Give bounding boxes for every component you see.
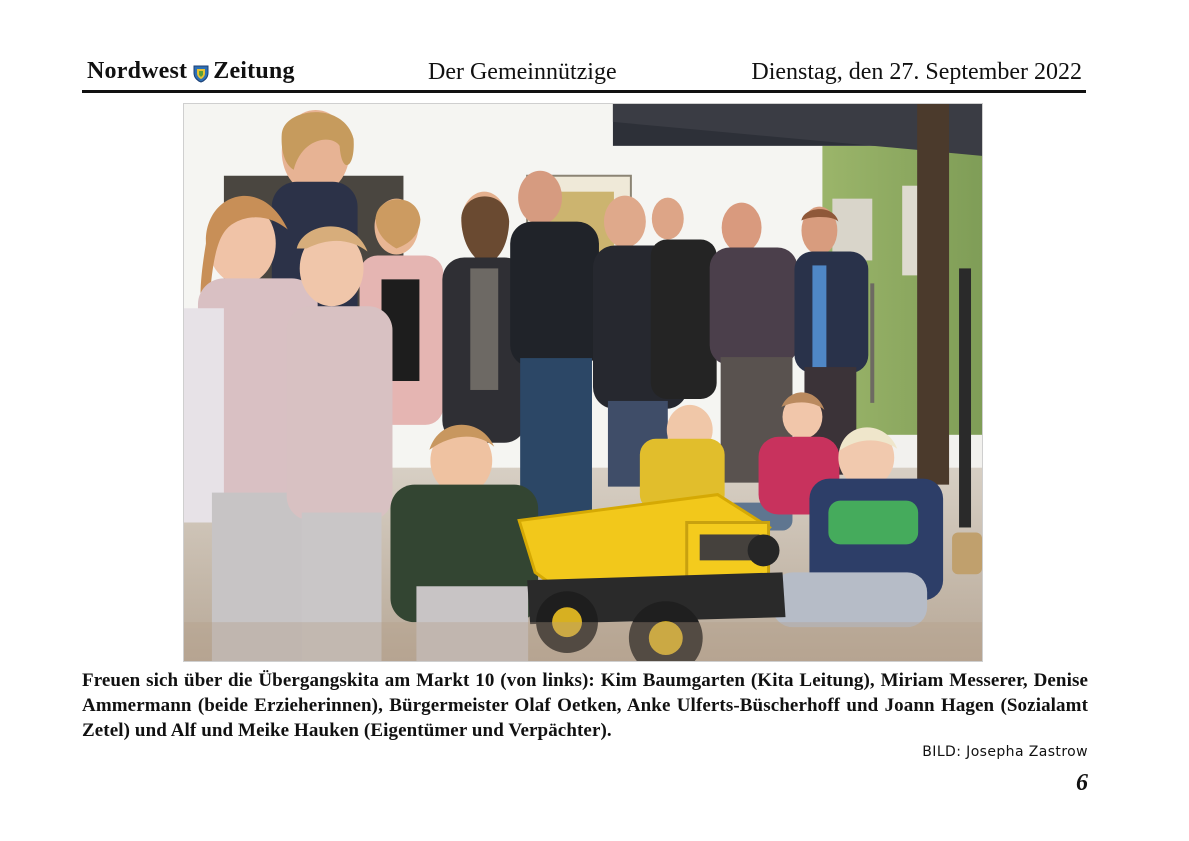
page-number: 6 <box>1076 770 1088 796</box>
header-rule <box>82 90 1086 93</box>
section-title: Der Gemeinnützige <box>428 59 617 85</box>
crest-icon <box>193 63 209 81</box>
issue-date: Dienstag, den 27. September 2022 <box>751 59 1082 85</box>
group-photo-illustration <box>184 104 982 661</box>
masthead <box>87 58 295 85</box>
group-photo <box>183 103 983 662</box>
masthead-left-text: Nordwest <box>87 58 188 84</box>
masthead-right-text: Zeitung <box>213 58 295 84</box>
newspaper-header <box>82 58 1086 92</box>
photo-credit: BILD: Josepha Zastrow <box>922 744 1088 760</box>
photo-caption: Freuen sich über die Übergangskita am Markt 10 (von links): Kim Baumgarten (Kita Leitung), Miriam Messerer, Denise Ammermann (beide Erzieherinnen), Bürgermeister Olaf Oetken, Anke Ulferts-Büscherhoff und Joann Hagen (Sozialamt Zetel) und Alf und Meike Hauken (Eigentümer und Verpächter). <box>82 670 1088 741</box>
